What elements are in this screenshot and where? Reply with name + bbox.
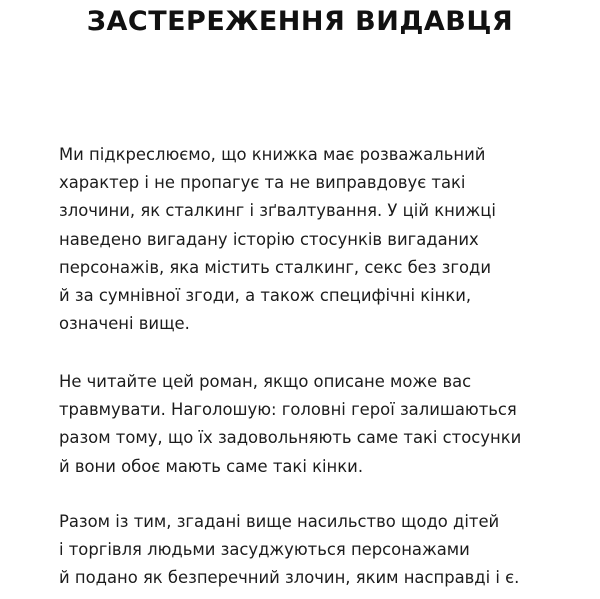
paragraph-line: і торгівля людьми засуджуються персонажами [59,540,470,560]
paragraph-line: означені вище. [59,314,190,334]
paragraph-line: Разом із тим, згадані вище насильство щодо дітей [59,512,500,531]
paragraph-line: Ми підкреслюємо, що книжка має розважальний [59,145,486,164]
page-title: ЗАСТЕРЕЖЕННЯ ВИДАВЦЯ [86,6,514,37]
paragraph-line: наведено вигадану історію стосунків вигаданих [59,229,479,249]
paragraph-line: разом тому, що їх задовольняють саме такі стосунки [59,428,522,448]
paragraph-1 [59,141,559,338]
paragraph-line: характер і не пропагує та не виправдовує такі [59,173,466,193]
paragraph-line: злочини, як сталкинг і зґвалтування. У цій книжці [59,201,496,221]
paragraph-line: й подано як безперечний злочин, яким насправді і є. [59,568,520,588]
paragraph-line: й за сумнівної згоди, а також специфічні кінки, [59,286,472,306]
paragraph-line: Не читайте цей роман, якщо описане може вас [59,372,472,391]
paragraph-line: травмувати. Наголошую: головні герої залишаються [59,400,517,420]
paragraph-line: персонажів, яка містить сталкинг, секс без згоди [59,257,492,277]
paragraph-2 [59,368,559,481]
paragraph-3 [59,508,559,593]
paragraph-line: й вони обоє мають саме такі кінки. [59,456,364,476]
